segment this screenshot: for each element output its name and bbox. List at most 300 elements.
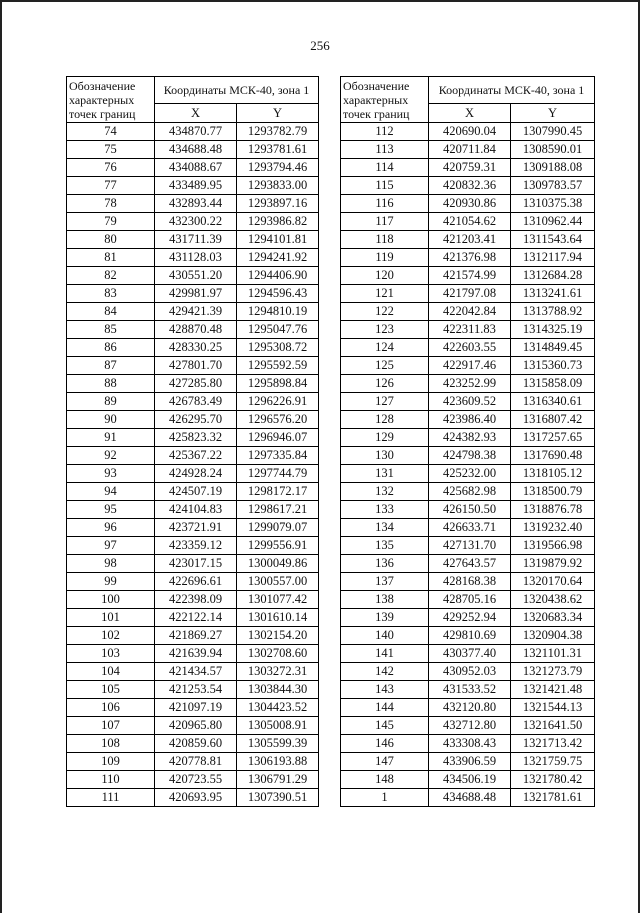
table-row	[67, 177, 319, 195]
point-number-cell: 117	[341, 213, 429, 231]
x-coordinate-cell: 432120.80	[429, 699, 511, 717]
point-number-cell: 133	[341, 501, 429, 519]
point-number-cell: 122	[341, 303, 429, 321]
x-coordinate-cell: 424507.19	[155, 483, 237, 501]
table-row	[341, 627, 595, 645]
x-coordinate-cell: 420690.04	[429, 123, 511, 141]
x-coordinate-cell: 426295.70	[155, 411, 237, 429]
y-coordinate-cell: 1309188.08	[511, 159, 595, 177]
y-coordinate-cell: 1318500.79	[511, 483, 595, 501]
table-row	[341, 321, 595, 339]
table-row	[341, 393, 595, 411]
x-coordinate-cell: 427131.70	[429, 537, 511, 555]
y-coordinate-cell: 1299079.07	[237, 519, 319, 537]
point-number-cell: 90	[67, 411, 155, 429]
y-coordinate-cell: 1304423.52	[237, 699, 319, 717]
table-row	[341, 591, 595, 609]
point-number-cell: 142	[341, 663, 429, 681]
point-number-cell: 97	[67, 537, 155, 555]
table-row	[67, 411, 319, 429]
x-coordinate-cell: 424928.24	[155, 465, 237, 483]
y-coordinate-cell: 1293781.61	[237, 141, 319, 159]
table-row	[341, 555, 595, 573]
x-coordinate-cell: 421869.27	[155, 627, 237, 645]
point-number-cell: 124	[341, 339, 429, 357]
table-row	[67, 699, 319, 717]
y-coordinate-cell: 1320904.38	[511, 627, 595, 645]
point-number-cell: 108	[67, 735, 155, 753]
point-number-cell: 130	[341, 447, 429, 465]
y-coordinate-cell: 1303272.31	[237, 663, 319, 681]
y-coordinate-cell: 1306791.29	[237, 771, 319, 789]
y-coordinate-cell: 1293897.16	[237, 195, 319, 213]
table-row	[67, 321, 319, 339]
y-coordinate-cell: 1312117.94	[511, 249, 595, 267]
y-coordinate-cell: 1293986.82	[237, 213, 319, 231]
table-row	[341, 663, 595, 681]
y-coordinate-cell: 1320438.62	[511, 591, 595, 609]
point-number-cell: 100	[67, 591, 155, 609]
point-number-cell: 81	[67, 249, 155, 267]
x-column-header: X	[429, 104, 511, 123]
table-row	[341, 411, 595, 429]
scan-border-top	[0, 0, 640, 2]
table-row	[341, 519, 595, 537]
y-coordinate-cell: 1321780.42	[511, 771, 595, 789]
y-coordinate-cell: 1307990.45	[511, 123, 595, 141]
table-row	[67, 429, 319, 447]
table-row	[341, 195, 595, 213]
table-row	[67, 519, 319, 537]
table-body-right	[341, 123, 595, 807]
table-row	[67, 501, 319, 519]
x-coordinate-cell: 434870.77	[155, 123, 237, 141]
table-row	[341, 681, 595, 699]
x-coordinate-cell: 422917.46	[429, 357, 511, 375]
x-coordinate-cell: 425823.32	[155, 429, 237, 447]
table-row	[341, 771, 595, 789]
table-row	[341, 429, 595, 447]
point-number-cell: 112	[341, 123, 429, 141]
x-coordinate-cell: 427285.80	[155, 375, 237, 393]
point-number-cell: 91	[67, 429, 155, 447]
table-row	[341, 609, 595, 627]
x-coordinate-cell: 423252.99	[429, 375, 511, 393]
point-number-cell: 84	[67, 303, 155, 321]
table-row	[341, 285, 595, 303]
point-number-cell: 114	[341, 159, 429, 177]
x-coordinate-cell: 426783.49	[155, 393, 237, 411]
y-coordinate-cell: 1296226.91	[237, 393, 319, 411]
y-coordinate-cell: 1293782.79	[237, 123, 319, 141]
x-coordinate-cell: 420778.81	[155, 753, 237, 771]
table-row	[67, 303, 319, 321]
coords-system-header: Координаты МСК-40, зона 1	[429, 77, 595, 104]
point-number-cell: 105	[67, 681, 155, 699]
table-row	[67, 573, 319, 591]
y-coordinate-cell: 1316807.42	[511, 411, 595, 429]
table-body-left	[67, 123, 319, 807]
x-coordinate-cell: 420859.60	[155, 735, 237, 753]
x-coordinate-cell: 430551.20	[155, 267, 237, 285]
x-coordinate-cell: 431533.52	[429, 681, 511, 699]
x-coordinate-cell: 420759.31	[429, 159, 511, 177]
table-row	[341, 375, 595, 393]
x-coordinate-cell: 420930.86	[429, 195, 511, 213]
point-number-cell: 83	[67, 285, 155, 303]
point-number-cell: 109	[67, 753, 155, 771]
y-coordinate-cell: 1321781.61	[511, 789, 595, 807]
y-coordinate-cell: 1311543.64	[511, 231, 595, 249]
point-number-cell: 128	[341, 411, 429, 429]
point-number-cell: 145	[341, 717, 429, 735]
point-number-cell: 118	[341, 231, 429, 249]
table-row	[67, 555, 319, 573]
point-number-cell: 123	[341, 321, 429, 339]
x-coordinate-cell: 425367.22	[155, 447, 237, 465]
point-number-cell: 139	[341, 609, 429, 627]
x-coordinate-cell: 432893.44	[155, 195, 237, 213]
y-coordinate-cell: 1300049.86	[237, 555, 319, 573]
point-number-cell: 140	[341, 627, 429, 645]
x-coordinate-cell: 431128.03	[155, 249, 237, 267]
point-number-cell: 134	[341, 519, 429, 537]
table-row	[341, 789, 595, 807]
table-row	[67, 249, 319, 267]
y-coordinate-cell: 1296946.07	[237, 429, 319, 447]
y-coordinate-cell: 1308590.01	[511, 141, 595, 159]
x-coordinate-cell: 423359.12	[155, 537, 237, 555]
y-column-header: Y	[237, 104, 319, 123]
y-coordinate-cell: 1321759.75	[511, 753, 595, 771]
point-number-cell: 92	[67, 447, 155, 465]
point-number-cell: 136	[341, 555, 429, 573]
y-coordinate-cell: 1320170.64	[511, 573, 595, 591]
y-coordinate-cell: 1295308.72	[237, 339, 319, 357]
x-coordinate-cell: 430377.40	[429, 645, 511, 663]
point-number-cell: 120	[341, 267, 429, 285]
point-number-cell: 98	[67, 555, 155, 573]
point-number-cell: 82	[67, 267, 155, 285]
y-coordinate-cell: 1294596.43	[237, 285, 319, 303]
y-coordinate-cell: 1297335.84	[237, 447, 319, 465]
x-coordinate-cell: 421574.99	[429, 267, 511, 285]
table-row	[67, 753, 319, 771]
table-row	[67, 681, 319, 699]
x-coordinate-cell: 422042.84	[429, 303, 511, 321]
table-row	[341, 231, 595, 249]
x-coordinate-cell: 422122.14	[155, 609, 237, 627]
y-coordinate-cell: 1306193.88	[237, 753, 319, 771]
table-row	[341, 699, 595, 717]
y-coordinate-cell: 1295898.84	[237, 375, 319, 393]
y-coordinate-cell: 1303844.30	[237, 681, 319, 699]
table-row	[67, 339, 319, 357]
table-row	[341, 159, 595, 177]
x-coordinate-cell: 424798.38	[429, 447, 511, 465]
table-row	[67, 627, 319, 645]
x-coordinate-cell: 421203.41	[429, 231, 511, 249]
y-coordinate-cell: 1295047.76	[237, 321, 319, 339]
point-number-cell: 110	[67, 771, 155, 789]
y-coordinate-cell: 1319232.40	[511, 519, 595, 537]
x-coordinate-cell: 421253.54	[155, 681, 237, 699]
x-coordinate-cell: 431711.39	[155, 231, 237, 249]
point-number-cell: 127	[341, 393, 429, 411]
y-coordinate-cell: 1309783.57	[511, 177, 595, 195]
y-coordinate-cell: 1294241.92	[237, 249, 319, 267]
table-row	[341, 501, 595, 519]
table-row	[67, 609, 319, 627]
y-coordinate-cell: 1313788.92	[511, 303, 595, 321]
x-coordinate-cell: 433489.95	[155, 177, 237, 195]
point-number-cell: 137	[341, 573, 429, 591]
y-coordinate-cell: 1315360.73	[511, 357, 595, 375]
point-number-cell: 111	[67, 789, 155, 807]
x-coordinate-cell: 421054.62	[429, 213, 511, 231]
y-coordinate-cell: 1318105.12	[511, 465, 595, 483]
point-number-cell: 95	[67, 501, 155, 519]
table-row	[67, 267, 319, 285]
x-coordinate-cell: 424382.93	[429, 429, 511, 447]
point-number-cell: 77	[67, 177, 155, 195]
point-number-cell: 76	[67, 159, 155, 177]
table-row	[341, 717, 595, 735]
table-row	[67, 285, 319, 303]
table-row	[67, 483, 319, 501]
table-row	[67, 717, 319, 735]
point-number-cell: 121	[341, 285, 429, 303]
point-number-cell: 85	[67, 321, 155, 339]
table-row	[341, 573, 595, 591]
y-coordinate-cell: 1321421.48	[511, 681, 595, 699]
table-row	[67, 789, 319, 807]
table-row	[341, 141, 595, 159]
point-number-cell: 1	[341, 789, 429, 807]
x-coordinate-cell: 425232.00	[429, 465, 511, 483]
y-coordinate-cell: 1321713.42	[511, 735, 595, 753]
x-coordinate-cell: 424104.83	[155, 501, 237, 519]
y-coordinate-cell: 1305008.91	[237, 717, 319, 735]
x-coordinate-cell: 434688.48	[155, 141, 237, 159]
x-coordinate-cell: 427643.57	[429, 555, 511, 573]
x-coordinate-cell: 423721.91	[155, 519, 237, 537]
table-row	[67, 159, 319, 177]
table-row	[67, 213, 319, 231]
point-number-cell: 78	[67, 195, 155, 213]
x-coordinate-cell: 432712.80	[429, 717, 511, 735]
point-number-cell: 80	[67, 231, 155, 249]
y-coordinate-cell: 1318876.78	[511, 501, 595, 519]
point-number-cell: 116	[341, 195, 429, 213]
y-coordinate-cell: 1299556.91	[237, 537, 319, 555]
point-number-cell: 148	[341, 771, 429, 789]
point-number-cell: 104	[67, 663, 155, 681]
point-number-cell: 135	[341, 537, 429, 555]
table-row	[67, 663, 319, 681]
table-row	[67, 195, 319, 213]
y-coordinate-cell: 1321101.31	[511, 645, 595, 663]
coordinates-table-right	[340, 76, 595, 807]
table-row	[341, 249, 595, 267]
point-number-cell: 75	[67, 141, 155, 159]
table-row	[67, 375, 319, 393]
point-number-cell: 74	[67, 123, 155, 141]
table-row	[341, 465, 595, 483]
table-row	[67, 591, 319, 609]
x-coordinate-cell: 421639.94	[155, 645, 237, 663]
y-coordinate-cell: 1293794.46	[237, 159, 319, 177]
point-number-cell: 106	[67, 699, 155, 717]
table-row	[67, 123, 319, 141]
table-row	[341, 339, 595, 357]
table-row	[67, 393, 319, 411]
x-coordinate-cell: 423986.40	[429, 411, 511, 429]
y-coordinate-cell: 1319879.92	[511, 555, 595, 573]
point-number-cell: 89	[67, 393, 155, 411]
y-coordinate-cell: 1305599.39	[237, 735, 319, 753]
point-number-cell: 102	[67, 627, 155, 645]
point-number-cell: 88	[67, 375, 155, 393]
point-number-cell: 129	[341, 429, 429, 447]
x-coordinate-cell: 420832.36	[429, 177, 511, 195]
table-row	[341, 213, 595, 231]
table-row	[67, 735, 319, 753]
x-coordinate-cell: 429810.69	[429, 627, 511, 645]
point-number-cell: 86	[67, 339, 155, 357]
point-number-cell: 131	[341, 465, 429, 483]
table-row	[341, 483, 595, 501]
y-coordinate-cell: 1310962.44	[511, 213, 595, 231]
y-coordinate-cell: 1294406.90	[237, 267, 319, 285]
y-coordinate-cell: 1320683.34	[511, 609, 595, 627]
point-number-cell: 132	[341, 483, 429, 501]
table-row	[341, 123, 595, 141]
x-coordinate-cell: 420965.80	[155, 717, 237, 735]
y-coordinate-cell: 1310375.38	[511, 195, 595, 213]
point-number-cell: 143	[341, 681, 429, 699]
x-coordinate-cell: 427801.70	[155, 357, 237, 375]
table-row	[341, 537, 595, 555]
x-coordinate-cell: 423609.52	[429, 393, 511, 411]
table-row	[67, 447, 319, 465]
point-number-cell: 107	[67, 717, 155, 735]
table-row	[341, 267, 595, 285]
y-coordinate-cell: 1316340.61	[511, 393, 595, 411]
x-coordinate-cell: 423017.15	[155, 555, 237, 573]
table-row	[67, 537, 319, 555]
point-number-cell: 119	[341, 249, 429, 267]
y-coordinate-cell: 1294810.19	[237, 303, 319, 321]
x-coordinate-cell: 421376.98	[429, 249, 511, 267]
y-coordinate-cell: 1312684.28	[511, 267, 595, 285]
x-coordinate-cell: 421097.19	[155, 699, 237, 717]
page-number: 256	[310, 38, 330, 53]
point-number-cell: 87	[67, 357, 155, 375]
y-coordinate-cell: 1307390.51	[237, 789, 319, 807]
x-coordinate-cell: 434088.67	[155, 159, 237, 177]
y-coordinate-cell: 1294101.81	[237, 231, 319, 249]
y-coordinate-cell: 1302708.60	[237, 645, 319, 663]
y-coordinate-cell: 1317257.65	[511, 429, 595, 447]
point-number-cell: 144	[341, 699, 429, 717]
x-coordinate-cell: 422603.55	[429, 339, 511, 357]
y-coordinate-cell: 1315858.09	[511, 375, 595, 393]
table-row	[341, 357, 595, 375]
x-coordinate-cell: 426633.71	[429, 519, 511, 537]
y-coordinate-cell: 1321273.79	[511, 663, 595, 681]
y-coordinate-cell: 1298617.21	[237, 501, 319, 519]
x-coordinate-cell: 429421.39	[155, 303, 237, 321]
y-column-header: Y	[511, 104, 595, 123]
x-coordinate-cell: 425682.98	[429, 483, 511, 501]
table-row	[341, 177, 595, 195]
point-number-cell: 113	[341, 141, 429, 159]
y-coordinate-cell: 1314849.45	[511, 339, 595, 357]
table-row	[67, 231, 319, 249]
point-number-cell: 79	[67, 213, 155, 231]
x-column-header: X	[155, 104, 237, 123]
x-coordinate-cell: 426150.50	[429, 501, 511, 519]
x-coordinate-cell: 429252.94	[429, 609, 511, 627]
y-coordinate-cell: 1321544.13	[511, 699, 595, 717]
y-coordinate-cell: 1313241.61	[511, 285, 595, 303]
point-label-header: Обозначение характерных точек границ	[341, 77, 429, 123]
x-coordinate-cell: 428870.48	[155, 321, 237, 339]
y-coordinate-cell: 1314325.19	[511, 321, 595, 339]
y-coordinate-cell: 1293833.00	[237, 177, 319, 195]
x-coordinate-cell: 420711.84	[429, 141, 511, 159]
point-number-cell: 103	[67, 645, 155, 663]
x-coordinate-cell: 422311.83	[429, 321, 511, 339]
y-coordinate-cell: 1300557.00	[237, 573, 319, 591]
coordinates-table-left	[66, 76, 319, 807]
x-coordinate-cell: 429981.97	[155, 285, 237, 303]
table-row	[341, 735, 595, 753]
x-coordinate-cell: 422398.09	[155, 591, 237, 609]
y-coordinate-cell: 1301077.42	[237, 591, 319, 609]
x-coordinate-cell: 428330.25	[155, 339, 237, 357]
table-row	[67, 357, 319, 375]
x-coordinate-cell: 434688.48	[429, 789, 511, 807]
point-number-cell: 94	[67, 483, 155, 501]
point-number-cell: 101	[67, 609, 155, 627]
table-row	[67, 465, 319, 483]
point-number-cell: 125	[341, 357, 429, 375]
point-number-cell: 93	[67, 465, 155, 483]
y-coordinate-cell: 1297744.79	[237, 465, 319, 483]
scan-border-left	[0, 0, 2, 913]
point-number-cell: 126	[341, 375, 429, 393]
point-number-cell: 99	[67, 573, 155, 591]
table-row	[341, 303, 595, 321]
y-coordinate-cell: 1301610.14	[237, 609, 319, 627]
x-coordinate-cell: 433308.43	[429, 735, 511, 753]
y-coordinate-cell: 1317690.48	[511, 447, 595, 465]
table-row	[67, 645, 319, 663]
table-row	[67, 141, 319, 159]
x-coordinate-cell: 428168.38	[429, 573, 511, 591]
x-coordinate-cell: 420723.55	[155, 771, 237, 789]
x-coordinate-cell: 434506.19	[429, 771, 511, 789]
y-coordinate-cell: 1295592.59	[237, 357, 319, 375]
point-number-cell: 138	[341, 591, 429, 609]
y-coordinate-cell: 1319566.98	[511, 537, 595, 555]
x-coordinate-cell: 432300.22	[155, 213, 237, 231]
x-coordinate-cell: 421797.08	[429, 285, 511, 303]
x-coordinate-cell: 421434.57	[155, 663, 237, 681]
x-coordinate-cell: 430952.03	[429, 663, 511, 681]
